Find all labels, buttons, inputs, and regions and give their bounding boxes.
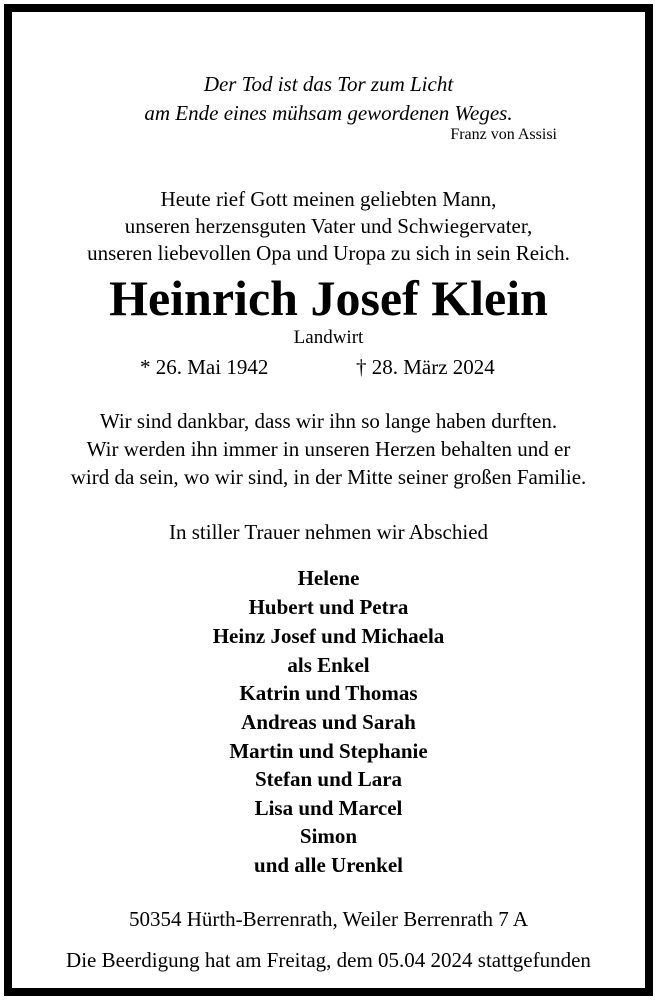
family-member: Simon: [299, 824, 358, 848]
birth-date: * 26. Mai 1942: [140, 355, 269, 379]
family-member: Katrin und Thomas: [239, 681, 418, 705]
family-member: und alle Urenkel: [254, 853, 403, 877]
death-date: † 28. März 2024: [356, 355, 495, 379]
family-member: als Enkel: [287, 653, 370, 677]
family-member: Lisa und Marcel: [254, 796, 403, 820]
family-member: Hubert und Petra: [248, 595, 409, 619]
family-member: Helene: [297, 566, 360, 590]
intro-line-3: unseren liebevollen Opa und Uropa zu sich in sein Reich.: [87, 241, 570, 265]
family-member: Martin und Stephanie: [229, 739, 428, 763]
message-line-2: Wir werden ihn immer in unseren Herzen behalten und er: [86, 437, 571, 461]
address-line: 50354 Hürth-Berrenrath, Weiler Berrenrath 7 A: [128, 907, 529, 931]
quote-line-2: am Ende eines mühsam gewordenen Weges.: [144, 101, 513, 125]
farewell-line: In stiller Trauer nehmen wir Abschied: [168, 520, 489, 544]
deceased-occupation: Landwirt: [293, 327, 364, 348]
quote-author: Franz von Assisi: [450, 126, 557, 143]
intro-line-1: Heute rief Gott meinen geliebten Mann,: [160, 187, 497, 211]
funeral-notice: Die Beerdigung hat am Freitag, dem 05.04 2024 stattgefunden: [66, 948, 591, 972]
family-member: Andreas und Sarah: [241, 710, 416, 734]
family-member: Stefan und Lara: [254, 767, 403, 791]
deceased-name: Heinrich Josef Klein: [109, 270, 548, 326]
quote-line-1: Der Tod ist das Tor zum Licht: [203, 72, 454, 96]
message-line-1: Wir sind dankbar, dass wir ihn so lange haben durften.: [99, 409, 558, 433]
family-member: Heinz Josef und Michaela: [212, 624, 445, 648]
intro-line-2: unseren herzensguten Vater und Schwiegervater,: [124, 214, 533, 238]
message-line-3: wird da sein, wo wir sind, in der Mitte seiner großen Familie.: [70, 465, 587, 489]
